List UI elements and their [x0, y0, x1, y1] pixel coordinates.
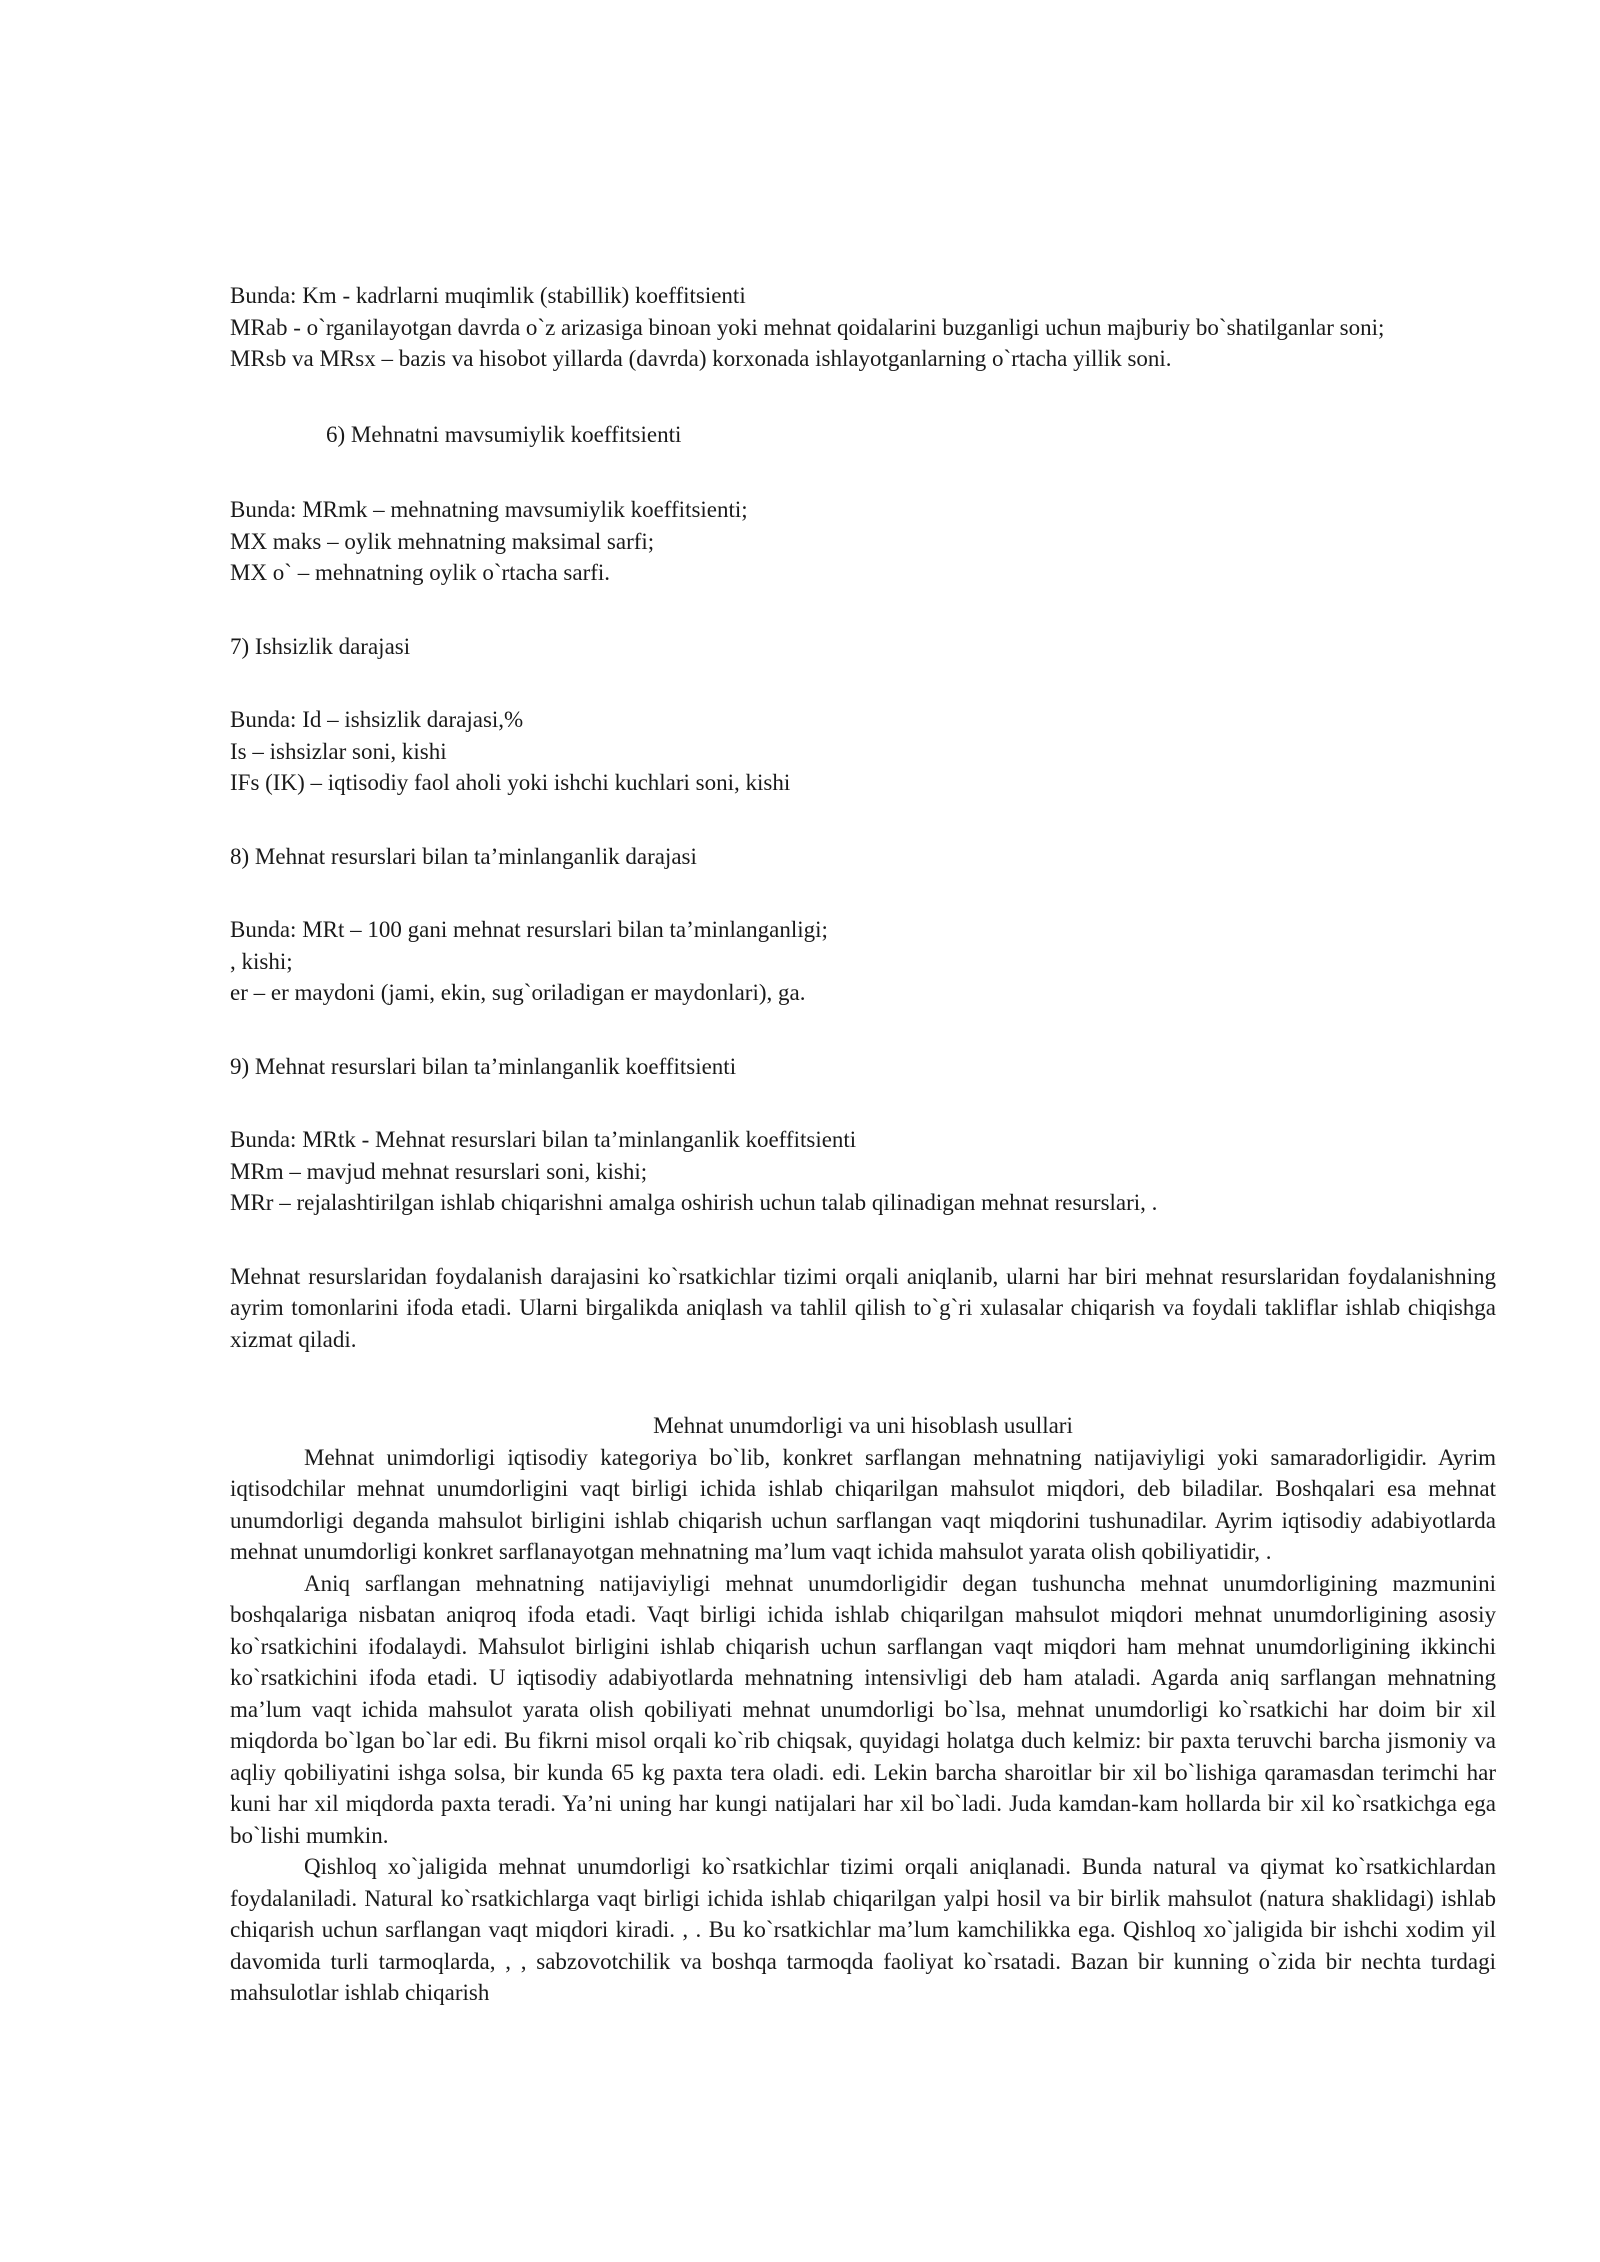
definition-line: MRab - o`rganilayotgan davrda o`z arizasiga binoan yoki mehnat qoidalarini buzganligi uchun majburiy bo`shatilganlar soni;	[230, 314, 1385, 340]
definitions-block-9	[230, 1124, 1496, 1219]
formula-heading-7: 7) Ishsizlik darajasi	[230, 633, 411, 659]
definition-line: Is – ishsizlar soni, kishi	[230, 738, 447, 764]
definition-line: , kishi;	[230, 948, 293, 974]
definition-line: MRm – mavjud mehnat resurslari soni, kishi;	[230, 1158, 648, 1184]
section-title: Mehnat unumdorligi va uni hisoblash usullari	[653, 1413, 1073, 1438]
definition-line: MRr – rejalashtirilgan ishlab chiqarishni amalga oshirish uchun talab qilinadigan mehnat resurslari, .	[230, 1190, 1158, 1215]
definition-line: Bunda: MRtk - Mehnat resurslari bilan ta’minlanganlik koeffitsienti	[230, 1127, 857, 1152]
definition-line: er – er maydoni (jami, ekin, sug`oriladigan er maydonlari), ga.	[230, 980, 806, 1005]
definition-line: IFs (IK) – iqtisodiy faol aholi yoki ishchi kuchlari soni, kishi	[230, 770, 791, 795]
body-paragraph: Aniq sarflangan mehnatning natijaviyligi mehnat unumdorligidir degan tushuncha mehnat unumdorligining mazmunini boshqalariga nisbatan aniqroq ifoda etadi. Vaqt birligi ichida ishlab chiqarilgan mahsulot miqdori mehnat unumdorligining asosiy ko`rsatkichini ifodalaydi. Mahsulot birligini ishlab chiqarish uchun sarflangan vaqt miqdori ham mehnat unumdorligining ikkinchi ko`rsatkichini ifoda etadi. U iqtisodiy adabiyotlarda mehnatning intensivligi deb ham ataladi. Agarda aniq sarflangan mehnatning ma’lum vaqt ichida mahsulot yarata olish qobiliyati mehnat unumdorligi bo`lsa, mehnat unumdorligi ko`rsatkichi har doim bir xil miqdorda bo`lgan bo`lar edi. Bu fikrni misol orqali ko`rib chiqsak, quyidagi holatga duch kelmiz: bir paxta teruvchi barcha jismoniy va aqliy qobiliyatini ishga solsa, bir kunda 65 kg paxta tera oladi. edi. Lekin barcha sharoitlar bir xil bo`lishiga qaramasdan terimchi har kuni har xil miqdorda paxta teradi. Ya’ni uning har kungi natijalari har xil bo`ladi. Juda kamdan-kam hollarda bir xil ko`rsatkichga ega bo`lishi mumkin.	[230, 1570, 1496, 1848]
definition-line: Bunda: MRt – 100 gani mehnat resurslari bilan ta’minlanganligi;	[230, 917, 828, 942]
formula-heading-9: 9) Mehnat resurslari bilan ta’minlanganlik koeffitsienti	[230, 1053, 737, 1079]
document-page	[230, 280, 1496, 2009]
definition-line: Bunda: Id – ishsizlik darajasi,%	[230, 707, 524, 732]
definitions-block-5	[230, 280, 1496, 375]
definitions-block-6	[230, 494, 1496, 589]
summary-paragraph: Mehnat resurslaridan foydalanish darajasini ko`rsatkichlar tizimi orqali aniqlanib, ularni har biri mehnat resurslaridan foydalanishning ayrim tomonlarini ifoda etadi. Ularni birgalikda aniqlash va tahlil qilish to`g`ri xulasalar chiqarish va foydali takliflar ishlab chiqishga xizmat qiladi.	[230, 1263, 1496, 1352]
definitions-block-8	[230, 914, 1496, 1009]
formula-heading-8: 8) Mehnat resurslari bilan ta’minlanganlik darajasi	[230, 843, 697, 869]
body-paragraph: Qishloq xo`jaligida mehnat unumdorligi ko`rsatkichlar tizimi orqali aniqlanadi. Bunda natural va qiymat ko`rsatkichlardan foydalaniladi. Natural ko`rsatkichlarga vaqt birligi ichida ishlab chiqarilgan yalpi hosil va bir birlik mahsulot (natura shaklidagi) ishlab chiqarish uchun sarflangan vaqt miqdori kiradi. , . Bu ko`rsatkichlar ma’lum kamchilikka ega. Qishloq xo`jaligida bir ishchi xodim yil davomida turli tarmoqlarda, , , sabzovotchilik va boshqa tarmoqda faoliyat ko`rsatadi. Bazan bir kunning o`zida bir nechta turdagi mahsulotlar ishlab chiqarish	[230, 1854, 1496, 2005]
definitions-block-7	[230, 704, 1496, 799]
definition-line: MRsb va MRsx – bazis va hisobot yillarda (davrda) korxonada ishlayotganlarning o`rtacha yillik soni.	[230, 346, 1172, 371]
definition-line: MX maks – oylik mehnatning maksimal sarfi;	[230, 528, 655, 554]
body-paragraph: Mehnat unimdorligi iqtisodiy kategoriya bo`lib, konkret sarflangan mehnatning natijaviyligi yoki samaradorligidir. Ayrim iqtisodchilar mehnat unumdorligini vaqt birligi ichida ishlab chiqarilgan mahsulot miqdori, deb biladilar. Boshqalari esa mehnat unumdorligi deganda mahsulot birligini ishlab chiqarish uchun sarflangan vaqt miqdorini tushunadilar. Ayrim iqtisodiy adabiyotlarda mehnat unumdorligi konkret sarflanayotgan mehnatning ma’lum vaqt ichida mahsulot yarata olish qobiliyatidir, .	[230, 1444, 1496, 1564]
definition-line: MX o` – mehnatning oylik o`rtacha sarfi.	[230, 560, 611, 585]
formula-heading-6: 6) Mehnatni mavsumiylik koeffitsienti	[326, 421, 682, 447]
definition-line: Bunda: MRmk – mehnatning mavsumiylik koeffitsienti;	[230, 497, 748, 522]
definition-line: Bunda: Km - kadrlarni muqimlik (stabillik) koeffitsienti	[230, 283, 746, 308]
